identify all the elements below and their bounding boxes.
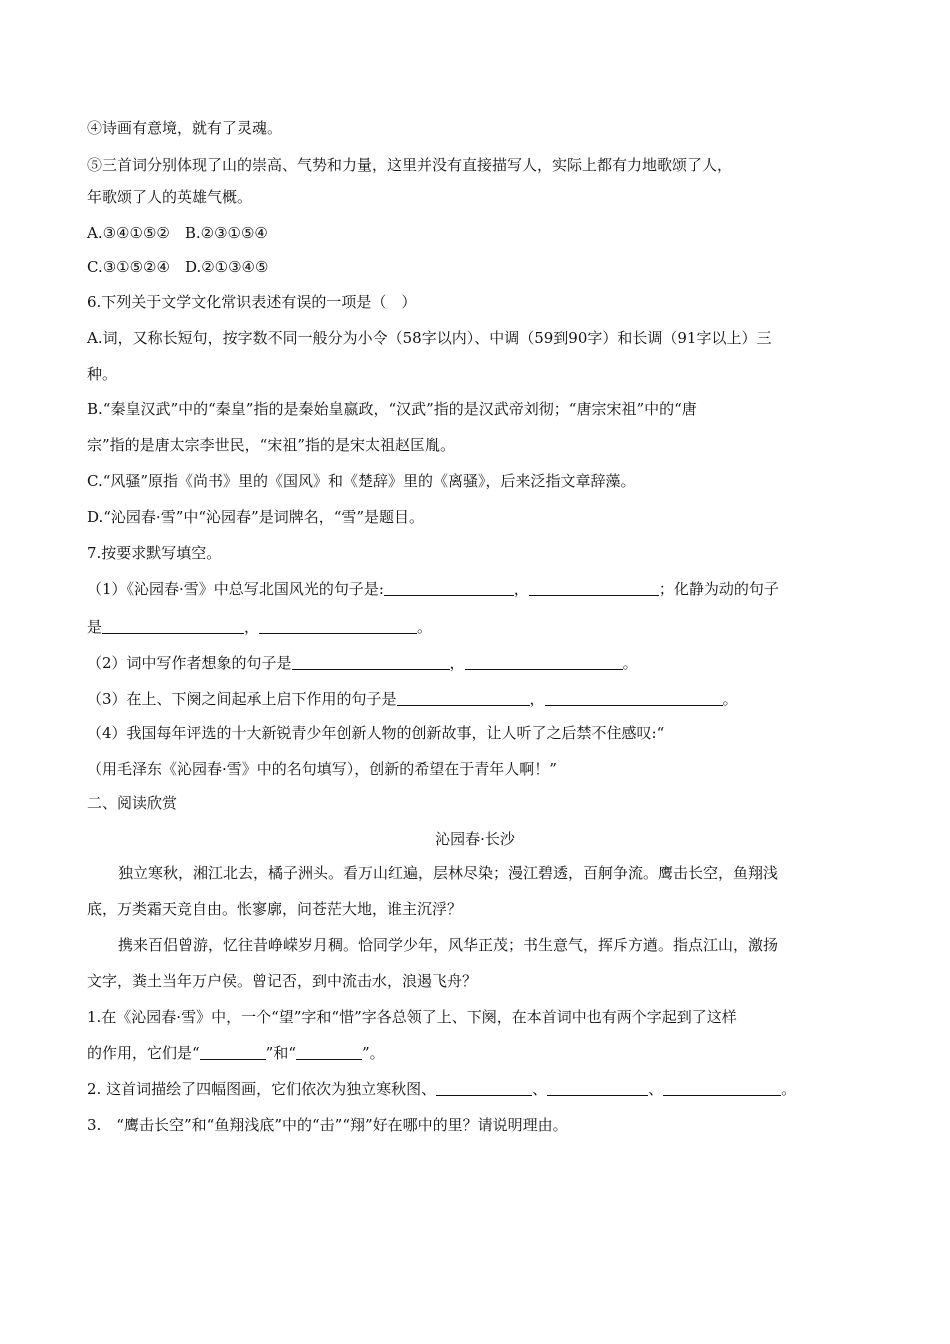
q5-options-ab: A.③④①⑤② B.②③①⑤④ xyxy=(87,224,268,242)
comma: ， xyxy=(529,690,545,708)
reading-q1-line1: 1.在《沁园春·雪》中，一个“望”字和“惜”字各总领了上、下阕，在本首词中也有两个字起到了这样 xyxy=(87,1008,737,1026)
q7-sub1-prompt-3: 是 xyxy=(87,618,103,636)
poem-stanza2-line2: 文字，粪土当年万户侯。曾记否，到中流击水，浪遏飞舟？ xyxy=(87,972,478,990)
period: 。 xyxy=(722,690,738,708)
q6-option-c: C.“风骚”原指《尚书》里的《国风》和《楚辞》里的《离骚》，后来泛指文章辞藻。 xyxy=(87,472,636,490)
poem-stanza1-line1: 独立寒秋，湘江北去，橘子洲头。看万山红遍，层林尽染；漫江碧透，百舸争流。鹰击长空，鱼翔浅 xyxy=(118,864,779,882)
reading-q1-prompt: 的作用，它们是“ xyxy=(87,1044,200,1062)
q7-sub2-prompt: （2）词中写作者想象的句子是 xyxy=(87,654,292,672)
period: 。 xyxy=(622,654,638,672)
answer-blank[interactable] xyxy=(547,1081,648,1096)
reading-q1-mid: ”和“ xyxy=(265,1044,297,1062)
answer-blank[interactable] xyxy=(259,619,417,634)
answer-blank[interactable] xyxy=(397,691,530,706)
answer-blank[interactable] xyxy=(384,581,514,596)
q6-option-d: D.“沁园春·雪”中“沁园春”是词牌名，“雪”是题目。 xyxy=(87,508,425,526)
answer-blank[interactable] xyxy=(465,655,623,670)
q7-sub1-line2 xyxy=(87,617,432,637)
reading-q1-line2 xyxy=(87,1043,385,1063)
reading-q1-end: ”。 xyxy=(362,1044,385,1062)
q7-sub3-prompt: （3）在上、下阕之间起承上启下作用的句子是 xyxy=(87,690,397,708)
q5-item-5-line1: ⑤三首词分别体现了山的崇高、气势和力量，这里并没有直接描写人，实际上都有力地歌颂了人， xyxy=(87,156,733,174)
comma: ， xyxy=(449,654,465,672)
dunhao: 、 xyxy=(648,1080,664,1098)
poem-stanza1-line2: 底，万类霜天竞自由。怅寥廓，问苍茫大地，谁主沉浮？ xyxy=(87,900,463,918)
q7-sub2 xyxy=(87,653,638,673)
answer-blank[interactable] xyxy=(545,691,723,706)
q5-item-5-line2: 年歌颂了人的英雄气概。 xyxy=(87,188,253,206)
answer-blank[interactable] xyxy=(200,1045,266,1060)
q7-stem: 7.按要求默写填空。 xyxy=(87,544,222,562)
answer-blank[interactable] xyxy=(529,581,659,596)
period: 。 xyxy=(417,618,433,636)
q6-option-a-line2: 种。 xyxy=(87,365,118,383)
q7-sub4-line1: （4）我国每年评选的十大新锐青少年创新人物的创新故事，让人听了之后禁不住感叹:“ xyxy=(87,724,665,742)
section-2-title: 二、阅读欣赏 xyxy=(87,794,178,812)
poem-stanza2-line1: 携来百侣曾游，忆往昔峥嵘岁月稠。恰同学少年，风华正茂；书生意气，挥斥方遒。指点江山，激扬 xyxy=(118,936,779,954)
dunhao: 、 xyxy=(532,1080,548,1098)
reading-q2 xyxy=(87,1079,796,1099)
q7-sub1-prompt: （1）《沁园春·雪》中总写北国风光的句子是: xyxy=(87,580,384,598)
q5-options-cd: C.③①⑤②④ D.②①③④⑤ xyxy=(87,258,269,276)
q7-sub1-prompt-2: ；化静为动的句子 xyxy=(658,580,779,598)
period: 。 xyxy=(781,1080,797,1098)
reading-q3: 3. “鹰击长空”和“鱼翔浅底”中的“击”“翔”好在哪中的里？请说明理由。 xyxy=(87,1116,568,1134)
reading-q2-prompt: 2. 这首词描绘了四幅图画，它们依次为独立寒秋图、 xyxy=(87,1080,437,1098)
q7-sub3 xyxy=(87,689,738,709)
answer-blank[interactable] xyxy=(663,1081,781,1096)
answer-blank[interactable] xyxy=(292,655,450,670)
comma: ， xyxy=(244,618,260,636)
q7-sub4-line2: （用毛泽东《沁园春·雪》中的名句填写），创新的希望在于青年人啊！” xyxy=(87,760,557,778)
answer-blank[interactable] xyxy=(436,1081,532,1096)
q6-option-b-line2: 宗”指的是唐太宗李世民，“宋祖”指的是宋太祖赵匡胤。 xyxy=(87,436,456,454)
comma: ， xyxy=(513,580,529,598)
answer-blank[interactable] xyxy=(296,1045,362,1060)
q5-item-4: ④诗画有意境，就有了灵魂。 xyxy=(87,119,283,137)
q6-stem: 6.下列关于文学文化常识表述有误的一项是（ ） xyxy=(87,293,417,311)
q6-option-b-line1: B.“秦皇汉武”中的“秦皇”指的是秦始皇嬴政，“汉武”指的是汉武帝刘彻；“唐宗宋祖”中的“唐 xyxy=(87,400,697,418)
poem-title: 沁园春·长沙 xyxy=(435,830,515,848)
answer-blank[interactable] xyxy=(102,619,244,634)
q7-sub1-line1 xyxy=(87,579,779,599)
q6-option-a-line1: A.词，又称长短句，按字数不同一般分为小令（58字以内）、中调（59到90字）和长调（91字以上）三 xyxy=(87,329,772,347)
